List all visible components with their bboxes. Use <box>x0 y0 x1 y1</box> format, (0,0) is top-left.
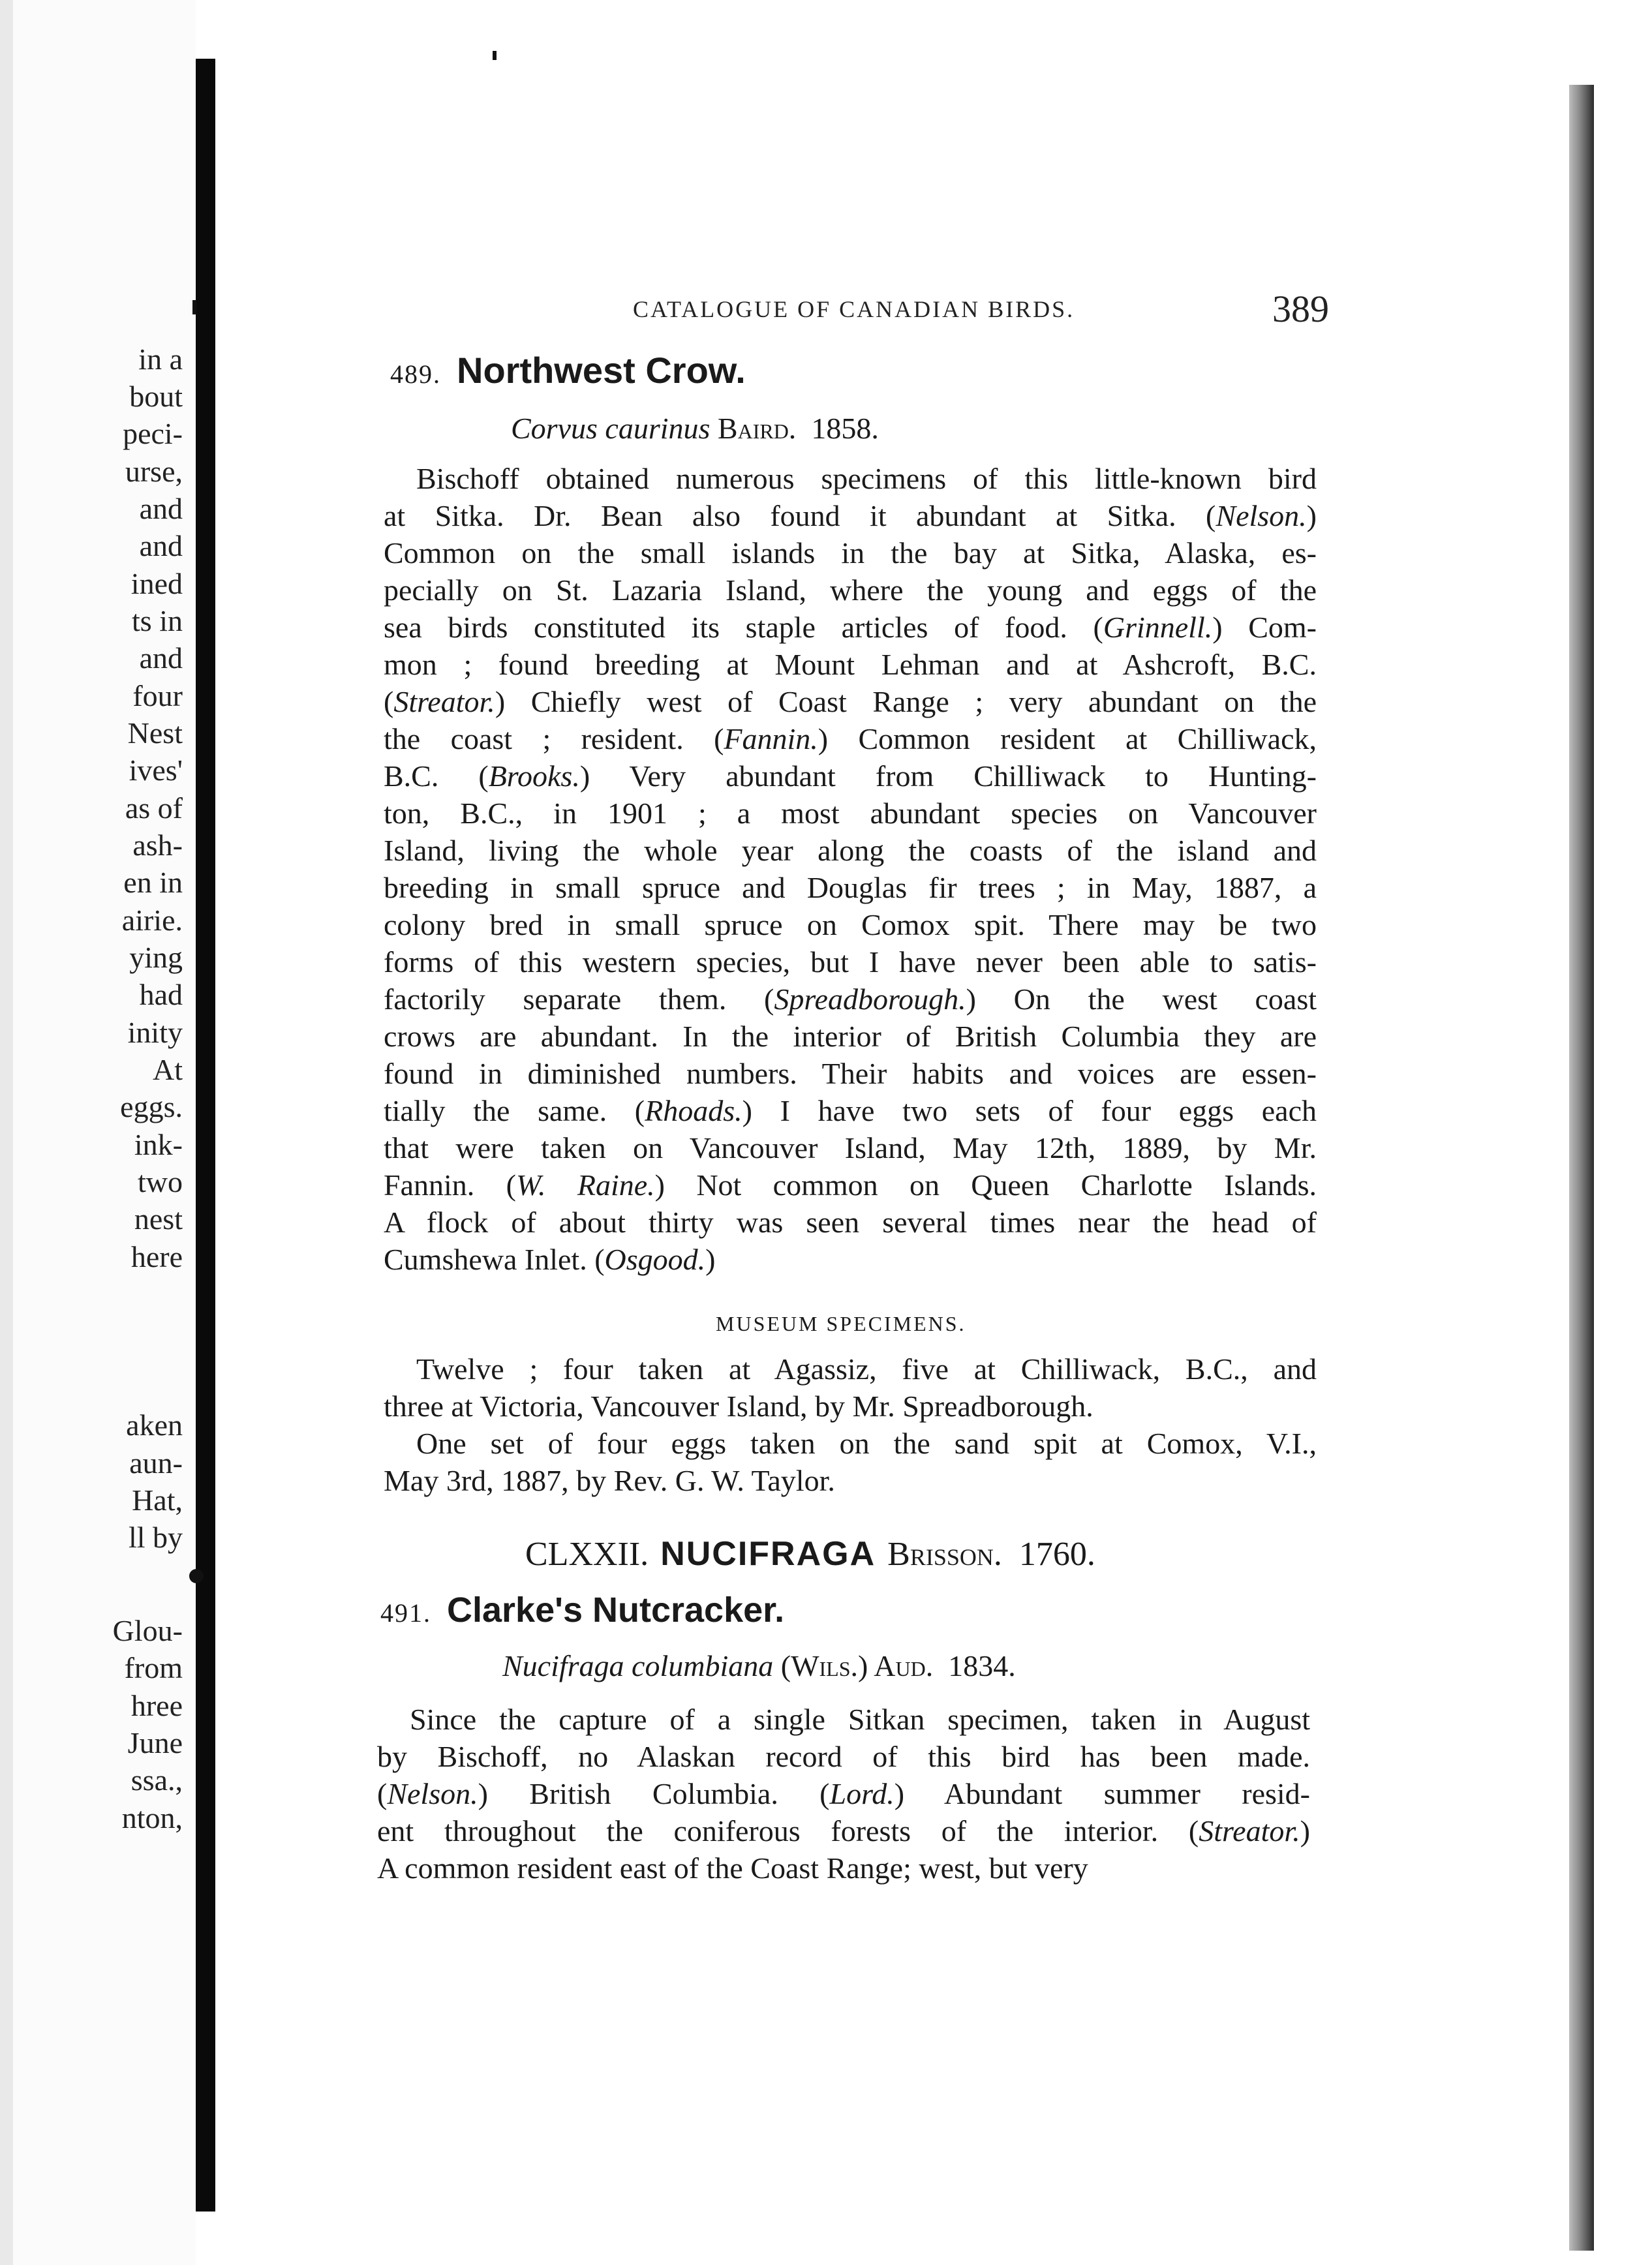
left-page-edge <box>0 0 13 2265</box>
left-page-fragment: airie. <box>121 904 183 937</box>
text-line: found in diminished numbers. Their habits and voices are essen- <box>384 1057 1317 1090</box>
species-490-heading <box>390 349 746 392</box>
left-page-fragment: in a <box>138 342 183 376</box>
species-name: Clarke's Nutcracker. <box>447 1590 785 1630</box>
text-line: that were taken on Vancouver Island, May 12th, 1889, by Mr. <box>384 1131 1317 1164</box>
species-number: 489. <box>390 359 441 389</box>
left-page-fragment: nton, <box>121 1801 183 1834</box>
text-line: Cumshewa Inlet. (Osgood.) <box>384 1243 716 1276</box>
text-line: (Nelson.) British Columbia. (Lord.) Abundant summer resid- <box>377 1777 1310 1810</box>
left-page-fragment: and <box>139 529 183 562</box>
species-491-account <box>377 1701 1310 1887</box>
left-page-fragment: inity <box>127 1016 183 1049</box>
text-line: ton, B.C., in 1901 ; a most abundant species on Vancouver <box>384 797 1317 830</box>
genus-authority: Brisson. <box>887 1536 1002 1573</box>
museum-specimens-heading: MUSEUM SPECIMENS. <box>716 1312 966 1335</box>
text-line: at Sitka. Dr. Bean also found it abundant at Sitka. (Nelson.) <box>384 499 1317 532</box>
text-line: May 3rd, 1887, by Rev. G. W. Taylor. <box>384 1464 835 1497</box>
left-page-fragment: had <box>139 978 183 1011</box>
left-page-fragment: and <box>139 492 183 525</box>
year: 1858. <box>811 412 879 445</box>
authority: (Wils.) Aud. <box>780 1649 934 1682</box>
text-line: pecially on St. Lazaria Island, where the young and eggs of the <box>384 573 1317 607</box>
left-facing-page <box>0 0 196 2265</box>
text-line: crows are abundant. In the interior of British Columbia they are <box>384 1020 1317 1053</box>
text-line: breeding in small spruce and Douglas fir trees ; in May, 1887, a <box>384 871 1317 904</box>
left-page-fragment: from <box>124 1651 183 1684</box>
museum-specimens-text <box>384 1350 1317 1499</box>
left-page-fragment: as of <box>125 791 183 825</box>
genus-roman-numeral: CLXXII. <box>525 1536 649 1573</box>
scientific-name: Nucifraga columbiana <box>502 1649 774 1682</box>
scientific-name: Corvus caurinus <box>511 412 711 445</box>
page-number: 389 <box>1272 288 1329 330</box>
left-page-fragment: two <box>138 1165 183 1198</box>
scan-mark <box>192 300 196 314</box>
species-490-account <box>384 460 1317 1278</box>
species-490-scientific-name <box>511 411 879 446</box>
page-edge-shadow <box>1569 85 1594 2251</box>
left-page-fragment: hree <box>130 1689 183 1722</box>
left-page-fragment: and <box>139 641 183 675</box>
text-line: (Streator.) Chiefly west of Coast Range ; very abundant on the <box>384 685 1317 718</box>
text-line: A flock of about thirty was seen several times near the head of <box>384 1206 1317 1239</box>
scan-mark <box>189 1569 204 1583</box>
left-page-fragment: ink- <box>134 1128 183 1161</box>
left-page-fragment: four <box>132 679 183 712</box>
left-page-fragment: eggs. <box>120 1090 183 1123</box>
left-page-fragment: ll by <box>128 1521 183 1554</box>
genus-name: NUCIFRAGA <box>660 1535 876 1573</box>
text-line: sea birds constituted its staple articles of food. (Grinnell.) Com- <box>384 611 1317 644</box>
left-page-fragment: Glou- <box>112 1614 183 1647</box>
species-name: Northwest Crow. <box>457 350 746 391</box>
scan-mark <box>493 51 497 60</box>
left-page-fragment: ts in <box>132 604 183 637</box>
text-line: tially the same. (Rhoads.) I have two sets of four eggs each <box>384 1094 1317 1127</box>
running-head: CATALOGUE OF CANADIAN BIRDS. <box>633 296 1075 322</box>
genus-heading <box>525 1534 1095 1573</box>
text-line: colony bred in small spruce on Comox spit. There may be two <box>384 908 1317 941</box>
left-page-fragment: urse, <box>125 455 183 488</box>
left-page-fragment: here <box>130 1240 183 1273</box>
text-line: Common on the small islands in the bay at Sitka, Alaska, es- <box>384 536 1317 570</box>
left-page-fragment: June <box>127 1726 183 1759</box>
text-line: factorily separate them. (Spreadborough.) On the west coast <box>384 982 1317 1016</box>
left-page-fragment: ssa., <box>130 1763 183 1797</box>
left-page-fragment: ying <box>129 941 183 974</box>
left-page-fragment: At <box>153 1053 183 1086</box>
left-page-fragment: aken <box>126 1408 183 1442</box>
species-491-heading <box>380 1590 784 1630</box>
left-page-fragment: peci- <box>123 417 183 450</box>
left-page-fragment: Nest <box>127 716 183 750</box>
book-gutter <box>196 59 215 2212</box>
text-line: the coast ; resident. (Fannin.) Common resident at Chilliwack, <box>384 722 1317 755</box>
text-line: Twelve ; four taken at Agassiz, five at Chilliwack, B.C., and <box>416 1352 1317 1386</box>
species-number: 491. <box>380 1598 431 1628</box>
left-page-fragment: ash- <box>132 828 183 862</box>
text-line: forms of this western species, but I have never been able to satis- <box>384 945 1317 979</box>
text-line: Since the capture of a single Sitkan specimen, taken in August <box>410 1703 1310 1736</box>
left-page-fragment: ined <box>130 567 183 600</box>
left-page-fragment: nest <box>134 1202 183 1236</box>
scan-margin <box>1594 85 1652 2265</box>
genus-year: 1760. <box>1018 1536 1095 1573</box>
text-line: B.C. (Brooks.) Very abundant from Chilliwack to Hunting- <box>384 759 1317 793</box>
text-line: Bischoff obtained numerous specimens of this little-known bird <box>416 462 1317 495</box>
text-line: mon ; found breeding at Mount Lehman and at Ashcroft, B.C. <box>384 648 1317 681</box>
left-page-fragment: ives' <box>129 753 183 787</box>
species-491-scientific-name <box>502 1649 1016 1683</box>
left-page-fragment: en in <box>123 866 183 899</box>
authority: Baird. <box>717 412 797 445</box>
left-page-fragment: aun- <box>129 1446 183 1480</box>
left-page-fragment: Hat, <box>132 1483 183 1517</box>
text-line: by Bischoff, no Alaskan record of this bird has been made. <box>377 1740 1310 1773</box>
text-line: Fannin. (W. Raine.) Not common on Queen Charlotte Islands. <box>384 1168 1317 1202</box>
year: 1834. <box>948 1649 1016 1682</box>
text-line: A common resident east of the Coast Range; west, but very <box>377 1851 1088 1885</box>
text-line: One set of four eggs taken on the sand spit at Comox, V.I., <box>416 1427 1317 1460</box>
text-line: Island, living the whole year along the coasts of the island and <box>384 834 1317 867</box>
left-page-fragment: bout <box>129 380 183 413</box>
text-line: three at Victoria, Vancouver Island, by Mr. Spreadborough. <box>384 1390 1094 1423</box>
text-line: ent throughout the coniferous forests of the interior. (Streator.) <box>377 1814 1310 1847</box>
